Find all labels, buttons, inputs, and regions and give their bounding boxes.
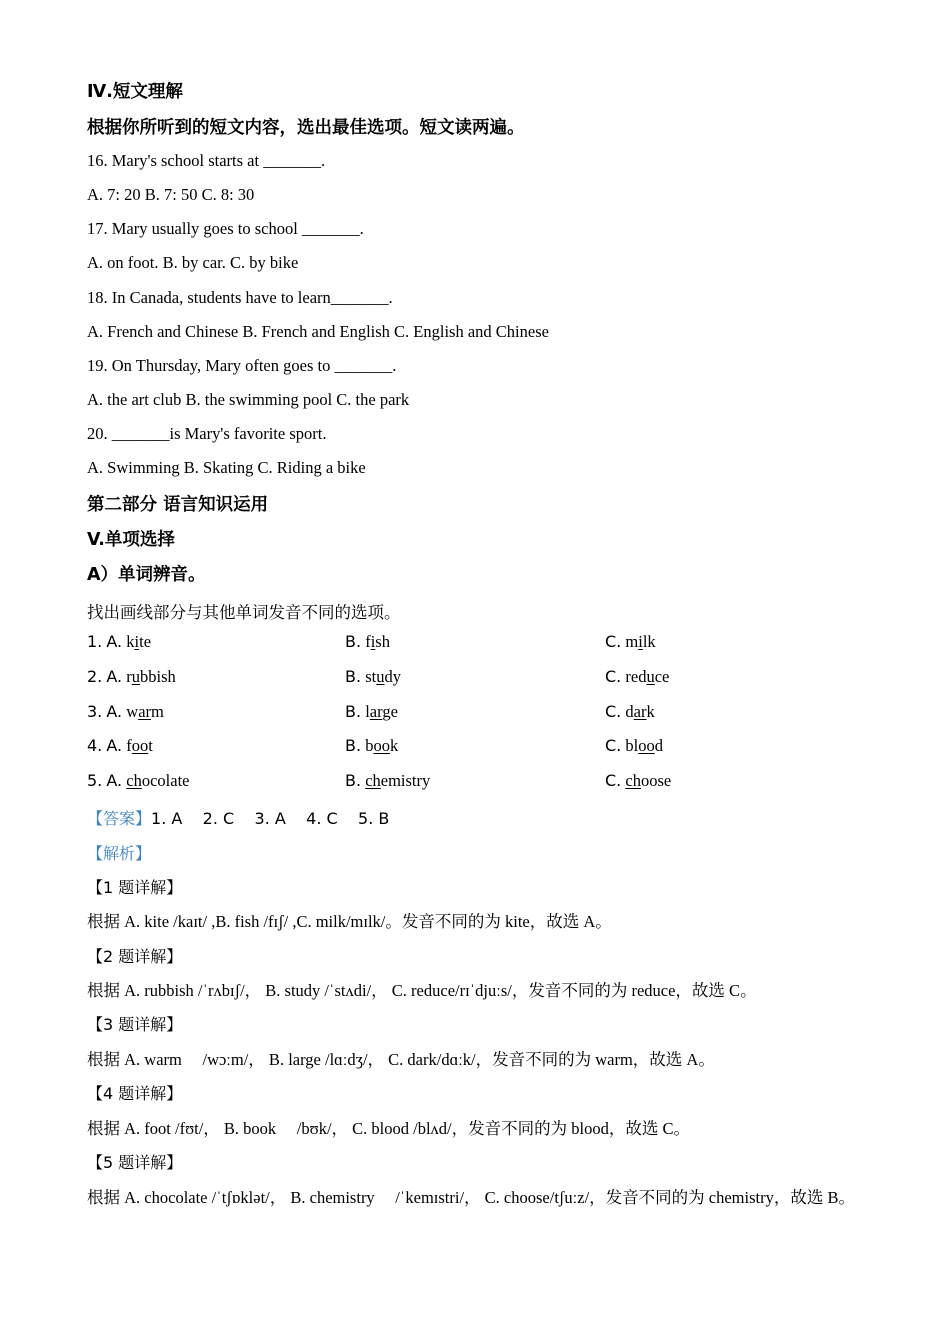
option-label: B. [345,771,362,790]
word-part: k [646,702,655,721]
word-part: ocolate [141,771,190,790]
section-5-title: V.单项选择 [87,530,175,550]
word-part: b [365,736,374,755]
question-16: 16. Mary's school starts at _______. [87,151,326,170]
analysis-tag: 【解析】 [87,844,152,863]
option-label: A. [106,771,123,790]
word-part: lk [642,632,656,651]
part-2-title: 第二部分 语言知识运用 [87,495,269,515]
word-part: f [365,632,371,651]
detail-4-heading: 【4 题详解】 [87,1084,183,1103]
detail-5-text: 根据 A. chocolate /ˈtʃɒklət/， B. chemistry /ˈkemɪstri/， C. choose/tʃuːz/，发音不同的为 chemistry，故选 B。 [87,1188,855,1207]
phonics-row [87,667,867,687]
option-label: A. [106,702,123,721]
detail-5-heading: 【5 题详解】 [87,1153,183,1172]
underlined-part: i [134,632,140,651]
row-number: 3. [87,702,103,721]
detail-2-heading: 【2 题详解】 [87,947,183,966]
question-19: 19. On Thursday, Mary often goes to _______. [87,356,397,375]
question-18: 18. In Canada, students have to learn_______. [87,288,393,307]
word-part: k [389,736,399,755]
word-part: ge [382,702,398,721]
option-label: B. [345,702,362,721]
word-part: w [126,702,139,721]
underlined-part: ar [138,702,152,721]
underlined-part: ch [126,771,142,790]
word-part: t [148,736,153,755]
underlined-part: ar [633,702,647,721]
answer-tag: 【答案】 [87,809,152,828]
word-part: sh [375,632,390,651]
word-part: bl [625,736,639,755]
option-label: A. [106,736,123,755]
underlined-part: ch [365,771,381,790]
word-part: red [625,667,647,686]
word-part: emistry [380,771,431,790]
option-label: B. [345,632,362,651]
underlined-part: i [370,632,376,651]
option-label: B. [345,736,362,755]
question-19-options: A. the art club B. the swimming pool C. the park [87,390,410,409]
question-18-options: A. French and Chinese B. French and English C. English and Chinese [87,322,549,341]
detail-4-text: 根据 A. foot /fʊt/， B. book /bʊk/， C. blood /blʌd/，发音不同的为 blood，故选 C。 [87,1119,690,1138]
word-part: r [126,667,132,686]
answer-text: 1. A 2. C 3. A 4. C 5. B [151,809,390,828]
underlined-part: u [376,667,385,686]
underlined-part: oo [373,736,390,755]
option-label: C. [605,632,622,651]
detail-3-heading: 【3 题详解】 [87,1015,183,1034]
word-part: d [625,702,634,721]
underlined-part: i [638,632,643,651]
underlined-part: ar [369,702,383,721]
option-label: C. [605,667,622,686]
word-part: dy [384,667,401,686]
underlined-part: oo [131,736,149,755]
detail-3-text: 根据 A. warm /wɔːm/， B. large /lɑːdʒ/， C. dark/dɑːk/，发音不同的为 warm，故选 A。 [87,1050,715,1069]
option-label: C. [605,702,622,721]
underlined-part: u [646,667,655,686]
detail-1-text: 根据 A. kite /kaɪt/ ,B. fish /fɪʃ/ ,C. milk/mɪlk/。发音不同的为 kite，故选 A。 [87,912,612,931]
question-17: 17. Mary usually goes to school _______. [87,219,364,238]
option-label: C. [605,736,622,755]
option-label: A. [106,632,123,651]
underlined-part: u [131,667,141,686]
subsection-a-title: A）单词辨音。 [87,565,206,585]
question-20: 20. _______is Mary's favorite sport. [87,424,327,443]
word-part: l [365,702,370,721]
word-part: oose [640,771,672,790]
question-20-options: A. Swimming B. Skating C. Riding a bike [87,458,366,477]
question-16-options: A. 7: 20 B. 7: 50 C. 8: 30 [87,185,255,204]
detail-1-heading: 【1 题详解】 [87,878,183,897]
word-part: f [126,736,132,755]
word-part: m [151,702,164,721]
word-part: bbish [140,667,176,686]
word-part: d [654,736,663,755]
word-part: te [139,632,152,651]
underlined-part: ch [625,771,641,790]
detail-2-text: 根据 A. rubbish /ˈrʌbɪʃ/， B. study /ˈstʌdi/， C. reduce/rɪˈdjuːs/，发音不同的为 reduce，故选 C。 [87,981,757,1000]
section-4-instruction: 根据你所听到的短文内容，选出最佳选项。短文读两遍。 [87,118,525,138]
phonics-row [87,736,867,756]
row-number: 2. [87,667,103,686]
phonics-row [87,632,867,652]
row-number: 4. [87,736,103,755]
option-label: B. [345,667,362,686]
phonics-row [87,702,867,722]
underlined-part: oo [638,736,655,755]
word-part: m [625,632,639,651]
answer-line [87,806,389,829]
word-part: k [126,632,135,651]
section-4-title: Ⅳ.短文理解 [87,82,183,102]
question-17-options: A. on foot. B. by car. C. by bike [87,253,299,272]
row-number: 1. [87,632,103,651]
word-part: ce [654,667,670,686]
word-part: st [365,667,377,686]
row-number: 5. [87,771,103,790]
phonics-instruction: 找出画线部分与其他单词发音不同的选项。 [87,603,401,622]
option-label: A. [106,667,123,686]
phonics-row [87,771,867,791]
option-label: C. [605,771,622,790]
